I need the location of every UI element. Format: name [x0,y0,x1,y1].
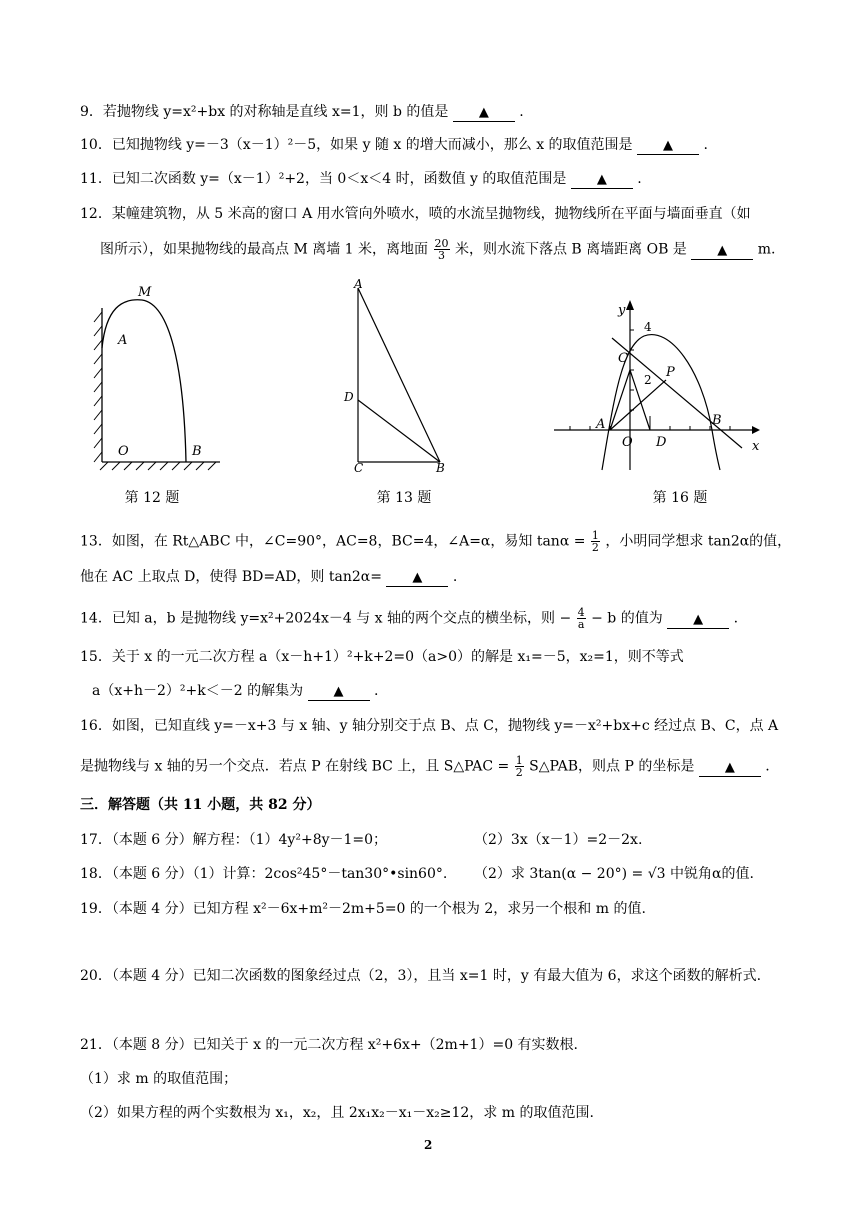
label-d: D [656,435,667,450]
question-13-line2: 他在 AC 上取点 D，使得 BD=AD，则 tan2α= ▲ . [80,569,458,585]
question-15-line1: 15．关于 x 的一元二次方程 a（x－h+1）²+k+2=0（a>0）的解是 x₁=－5，x₂=1，则不等式 [80,649,684,665]
question-17-part2: （2）3x（x－1）=2－2x. [474,832,643,848]
answer-blank[interactable]: ▲ [637,138,699,155]
question-12-line2: 图所示），如果抛物线的最高点 M 离墙 1 米，离地面 $\frac{20}{3}$ 米，则水流下落点 B 离墙距离 OB 是 ▲ m. [100,237,776,262]
question-18-part1: 18．（本题 6 分）（1）计算：2cos²45°－tan30°•sin60°. [80,866,448,882]
line-bc [612,338,742,448]
segment-bd [358,400,440,462]
answer-blank[interactable]: ▲ [667,612,729,629]
page-number: 2 [424,1138,433,1152]
label-d: D [344,390,354,404]
figure-13-caption: 第 13 题 [376,490,432,506]
question-9: 9．若抛物线 y=x²+bx 的对称轴是直线 x=1，则 b 的值是 ▲ . [80,104,524,120]
label-a: A [354,277,363,291]
question-21-sub1: （1）求 m 的取值范围； [80,1071,238,1087]
question-16-line2: 是抛物线与 x 轴的另一个交点．若点 P 在射线 BC 上，且 S△PAC = $\frac{1}{2}$ S△PAB，则点 P 的坐标是 ▲ . [80,754,770,779]
label-4: 4 [644,320,652,334]
label-c: C [618,351,628,366]
question-17-part1: 17．（本题 6 分）解方程：（1）4y²+8y－1=0； [80,832,388,848]
question-20: 20．（本题 4 分）已知二次函数的图象经过点（2，3），且当 x=1 时，y 有最大值为 6，求这个函数的解析式. [80,968,762,984]
question-12-line1: 12．某幢建筑物，从 5 米高的窗口 A 用水管向外喷水，喷的水流呈抛物线，抛物线所在平面与墙面垂直（如 [80,206,751,222]
question-21-stem: 21．（本题 8 分）已知关于 x 的一元二次方程 x²+6x+（2m+1）=0 有实数根. [80,1037,578,1053]
label-o: O [118,444,129,459]
question-16-line1: 16．如图，已知直线 y=－x+3 与 x 轴、y 轴分别交于点 B、点 C，抛物线 y=－x²+bx+c 经过点 B、C，点 A [80,718,779,734]
side-ab [358,288,440,462]
label-x: x [752,439,760,454]
figure-13-diagram [338,274,458,474]
water-parabola [102,300,186,462]
label-b: B [436,461,445,474]
wall-hatching [94,312,102,462]
section-3-heading: 三．解答题（共 11 小题，共 82 分） [80,797,321,813]
answer-blank[interactable]: ▲ [453,105,515,122]
label-o: O [622,435,633,450]
fraction-1-2-area: $\frac{1}{2}$ [515,754,523,779]
label-b: B [192,444,202,459]
ground-hatching [100,462,216,470]
question-18-part2: （2）求 3tan(α − 20°) = √3 中锐角α的值. [474,866,754,882]
label-2: 2 [644,373,652,387]
answer-blank[interactable]: ▲ [308,684,370,701]
label-c: C [354,461,364,474]
label-p: P [666,365,675,380]
x-axis-arrow [752,426,760,434]
figure-16-diagram [552,298,770,476]
question-21-sub2: （2）如果方程的两个实数根为 x₁，x₂，且 2x₁x₂－x₁－x₂≥12，求 m 的取值范围. [80,1105,594,1121]
question-19: 19．（本题 4 分）已知方程 x²－6x+m²－2m+5=0 的一个根为 2，求另一个根和 m 的值. [80,901,646,917]
figure-12-caption: 第 12 题 [124,490,180,506]
label-a: A [596,417,606,432]
figure-12-diagram [92,278,232,473]
fraction-4-a: $\frac{4}{a}$ [577,606,585,631]
label-m: M [138,285,152,300]
fraction-20-3: $\frac{20}{3}$ [434,237,449,262]
question-13-line1: 13．如图，在 Rt△ABC 中，∠C=90°，AC=8，BC=4，∠A=α，易知 tanα = $\frac{1}{2}$ ，小明同学想求 tan2α的值， [80,529,792,554]
y-axis-arrow [626,300,634,310]
question-11: 11．已知二次函数 y=（x－1）²+2，当 0＜x＜4 时，函数值 y 的取值范围是 ▲ . [80,171,642,187]
answer-blank[interactable]: ▲ [386,570,448,587]
answer-blank[interactable]: ▲ [691,243,753,260]
question-15-line2: a（x+h－2）²+k＜－2 的解集为 ▲ . [92,683,379,699]
question-10: 10．已知抛物线 y=－3（x－1）²－5，如果 y 随 x 的增大而减小，那么 x 的取值范围是 ▲ . [80,137,708,153]
answer-blank[interactable]: ▲ [699,760,761,777]
fraction-1-2: $\frac{1}{2}$ [591,529,599,554]
label-b: B [712,413,722,428]
label-y: y [618,303,626,318]
answer-blank[interactable]: ▲ [571,172,633,189]
question-14: 14．已知 a，b 是抛物线 y=x²+2024x－4 与 x 轴的两个交点的横坐标，则 − $\frac{4}{a}$ − b 的值为 ▲ . [80,606,739,631]
label-a: A [118,333,128,348]
figure-16-caption: 第 16 题 [652,490,708,506]
